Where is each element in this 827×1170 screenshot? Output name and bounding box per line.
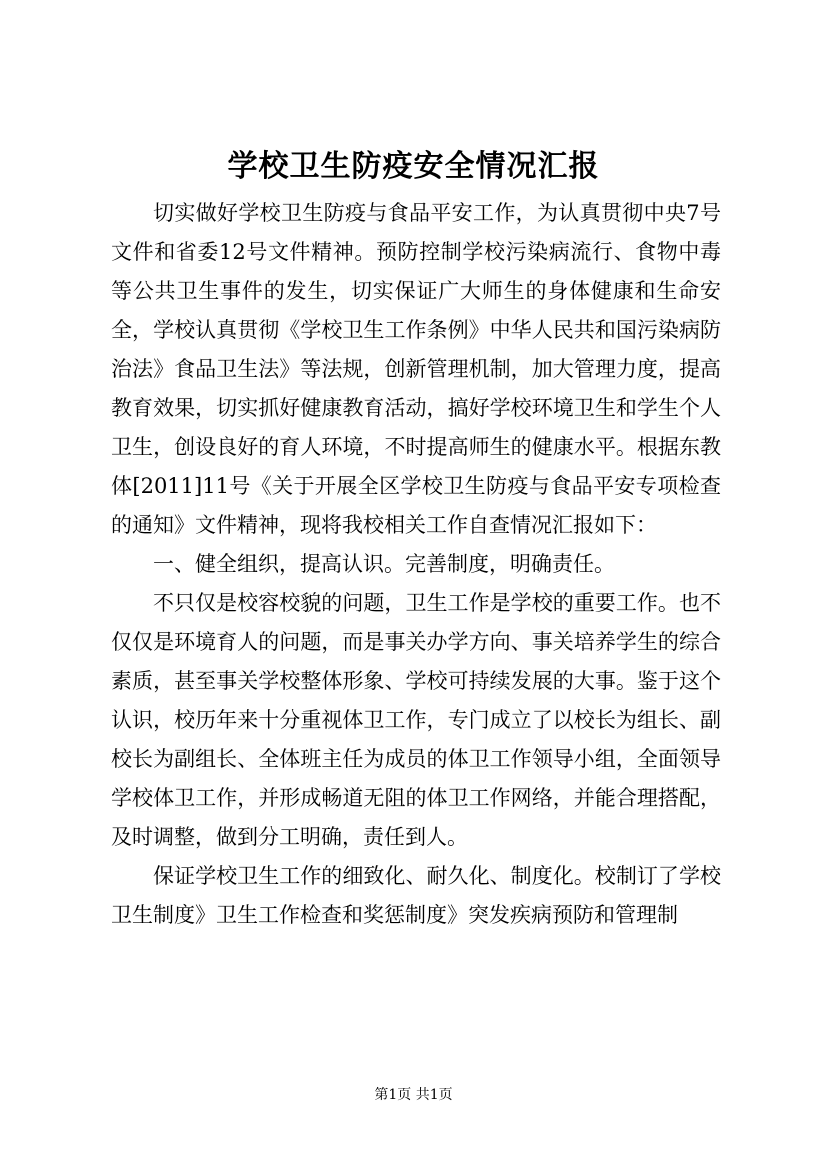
document-title: 学校卫生防疫安全情况汇报 [227,149,600,184]
paragraph-organization: 不只仅是校容校貌的问题，卫生工作是学校的重要工作。也不仅仅是环境育人的问题，而是事关办学方向、事关培养学生的综合素质，甚至事关学校整体形象、学校可持续发展的大事。鉴于这个认识，校历年来十分重视体卫工作，专门成立了以校长为组长、副校长为副组长、全体班主任为成员的体卫工作领导小组，全面领导学校体卫工作，并形成畅道无阻的体卫工作网络，并能合理搭配，及时调整，做到分工明确，责任到人。 [111,591,721,849]
paragraph-regulations: 保证学校卫生工作的细致化、耐久化、制度化。校制订了学校卫生制度》卫生工作检查和奖惩制度》突发疾病预防和管理制 [111,864,721,927]
paragraph-intro: 切实做好学校卫生防疫与食品平安工作，为认真贯彻中央7号文件和省委12号文件精神。预防控制学校污染病流行、食物中毒等公共卫生事件的发生，切实保证广大师生的身体健康和生命安全，学校认真贯彻《学校卫生工作条例》中华人民共和国污染病防治法》食品卫生法》等法规，创新管理机制，加大管理力度，提高教育效果，切实抓好健康教育活动，搞好学校环境卫生和学生个人卫生，创设良好的育人环境，不时提高师生的健康水平。根据东教体[2011]11号《关于开展全区学校卫生防疫与食品平安专项检查的通知》文件精神，现将我校相关工作自查情况汇报如下： [111,201,721,537]
document-body [111,194,721,935]
section-heading-1: 一、健全组织，提高认识。完善制度，明确责任。 [153,552,615,576]
page-footer: 第1页 共1页 [374,1087,453,1103]
